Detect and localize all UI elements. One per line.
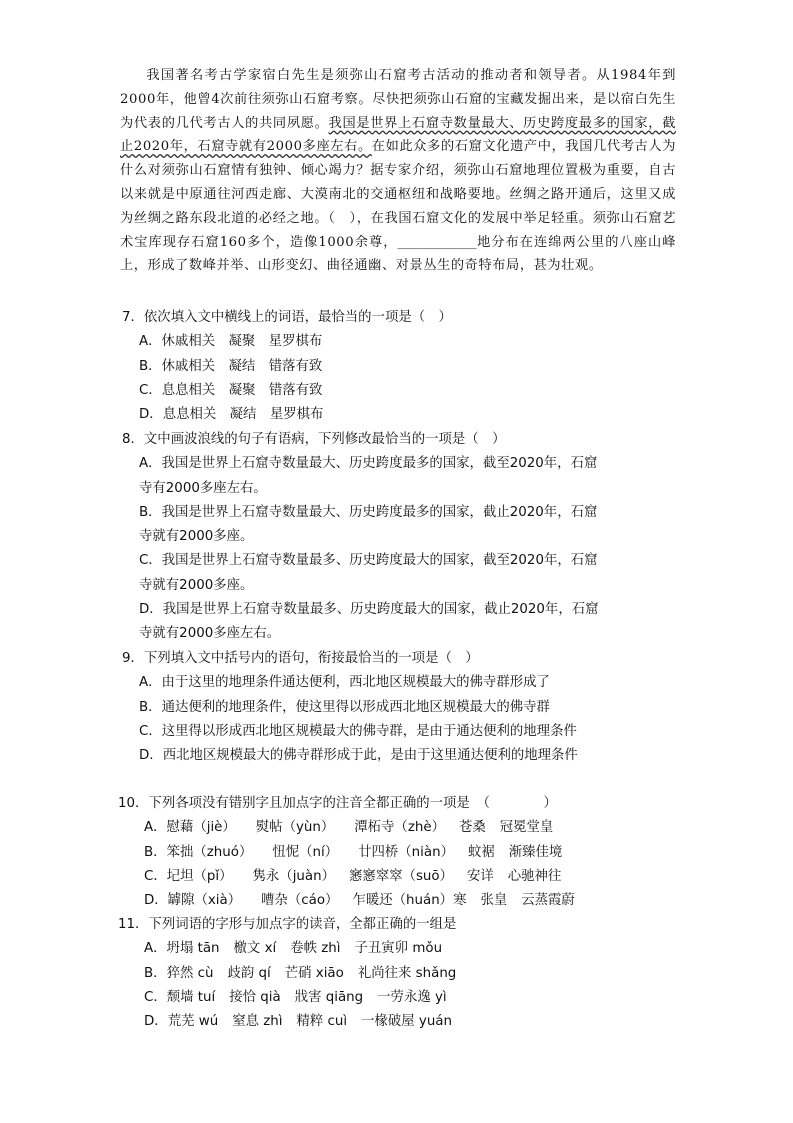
option-line-2: 寺就有2000多座左右。 [139,626,281,642]
question-9 [122,647,682,768]
option-item: C．颓墙 tuí [144,989,216,1005]
option-line-2: 寺就有2000多座。 [139,577,254,593]
option-item: B．猝然 cù [144,965,214,981]
question-stem: 8．文中画波浪线的句子有语病，下列修改最恰当的一项是（ ） [122,432,506,447]
option-b: B．休戚相关 凝结 错落有致 [139,358,323,374]
option-line-1: D．我国是世界上石窟寺数量最多、历史跨度最大的国家，截止2020年，石窟 [139,602,599,618]
option-item: 渐臻佳境 [508,844,563,860]
option-line-1: C．我国是世界上石窟寺数量最多、历史跨度最大的国家，截至2020年，石窟 [139,553,598,569]
option-b [122,501,682,550]
option-item: 张皇 [480,893,508,909]
option-a: A．由于这里的地理条件通达便利，西北地区规模最大的佛寺群形成了 [139,675,550,691]
option-b [122,841,682,865]
option-c [122,986,682,1010]
option-item: 芒硝 xiāo [284,965,344,981]
passage-text-1: 我国著名考古学家宿白先生是须弥山石窟考古活动的推动者和领导者。从1984年到2000年，他曾4次前往须弥山石窟考察。尽快把须弥山石窟的宝藏发掘出来，是以宿白先生为代表的几代考古人的共同夙愿。 [120,68,676,131]
option-line-2: 寺就有2000多座。 [139,529,254,545]
option-line-1: B．我国是世界上石窟寺数量最大、历史跨度最多的国家，截止2020年，石窟 [139,504,598,520]
question-10 [118,792,682,913]
question-stem: 10．下列各项没有错别字且加点字的注音全都正确的一项是 （ ） [118,796,557,811]
option-item: 蚊裾 [467,844,495,860]
option-item: 心驰神往 [507,868,562,884]
reading-passage [120,64,676,278]
option-c: C．息息相关 凝聚 错落有致 [139,382,323,398]
option-item: 一劳永逸 yì [377,989,447,1005]
option-item: 精粹 cuì [296,1014,348,1030]
option-b: B．通达便利的地理条件，使这里得以形成西北地区规模最大的佛寺群 [139,699,550,715]
option-item: 云蒸霞蔚 [521,893,575,909]
question-8 [122,428,682,647]
option-item: 廿四桥（niàn） [358,844,454,860]
option-item: 礼尚往来 shǎng [357,965,457,981]
option-item: 接恰 qià [229,989,281,1005]
option-a [122,937,682,961]
option-d [122,1010,682,1034]
passage-text-3: 地分布在连绵两公里的八座山峰上，形成了数峰并举、山形变幻、曲径通幽、对景丛生的奇特布局，甚为壮观。 [120,234,676,274]
option-item: A．坍塌 tān [144,941,220,957]
wavy-underlined-sentence: 我国是世界上石窟寺数量最大、历史跨度最多的国家，截止2020年，石窟寺就有2000多座左右。 [120,115,677,155]
option-item: 苍桑 [458,820,486,836]
option-item: A．慰藉（jiè） [144,820,236,836]
option-item: 嘈杂（cáo） [261,893,339,909]
option-item: 檄文 xí [233,941,277,957]
option-item: 卷帙 zhì [290,941,341,957]
option-c: C．这里得以形成西北地区规模最大的佛寺群，是由于通达便利的地理条件 [139,723,577,739]
option-item: 忸怩（ní） [272,844,339,860]
option-item: 潭柘寺（zhè） [354,820,445,836]
option-item: 窒息 zhì [232,1014,283,1030]
option-d: D．西北地区规模最大的佛寺群形成于此，是由于这里通达便利的地理条件 [139,748,578,764]
option-a [122,816,682,840]
passage-paragraph [120,64,676,278]
option-c [122,865,682,889]
passage-text-2: 在如此众多的石窟文化遗产中，我国几代考古人为什么对须弥山石窟情有独钟、倾心竭力？据专家介绍，须弥山石窟地理位置极为重要，自古以来就是中原通往河西走廊、大漠南北的交通枢纽和战略要地。丝绸之路开通后，这里又成为丝绸之路东段北道的必经之地。（ ），在我国石窟文化的发展中举足轻重。须弥山石窟艺术宝库现存石窟160多个，造像1000余尊， [120,139,676,250]
option-d [122,598,682,647]
fill-blank-line: ____________ [397,234,477,250]
option-item: 戕害 qiāng [294,989,364,1005]
option-line-2: 寺有2000多座左右。 [139,480,267,496]
option-c [122,549,682,598]
option-item: D．荒芜 wú [144,1014,219,1030]
option-item: 冠冕堂皇 [499,820,554,836]
option-item: 歧韵 qí [227,965,271,981]
option-line-1: A．我国是世界上石窟寺数量最大、历史跨度最多的国家，截至2020年，石窟 [139,456,598,472]
option-item: B．笨拙（zhuó） [144,844,253,860]
question-7 [122,306,682,427]
option-item: 乍暖还（huán）寒 [352,893,467,909]
option-item: 一椽破屋 yuán [361,1014,453,1030]
option-d: D．息息相关 凝结 星罗棋布 [139,407,324,423]
option-item: C．圮坦（pǐ） [144,868,233,884]
option-d [122,889,682,913]
question-stem: 11．下列词语的字形与加点字的读音，全都正确的一组是 [118,917,457,932]
option-item: 安详 [467,868,494,884]
option-b [122,962,682,986]
question-stem: 7．依次填入文中横线上的词语，最恰当的一项是（ ） [122,310,452,325]
option-a [122,452,682,501]
option-item: 子丑寅卯 mǒu [354,941,443,957]
option-item: 隽永（juàn） [252,868,335,884]
option-item: 熨帖（yùn） [255,820,335,836]
question-11 [118,913,682,1034]
option-a: A．休戚相关 凝聚 星罗棋布 [139,334,323,350]
question-stem: 9．下列填入文中括号内的语句，衔接最恰当的一项是（ ） [122,651,479,666]
option-item: D．罅隙（xià） [144,893,242,909]
option-item: 窸窸窣窣（suō） [349,868,453,884]
